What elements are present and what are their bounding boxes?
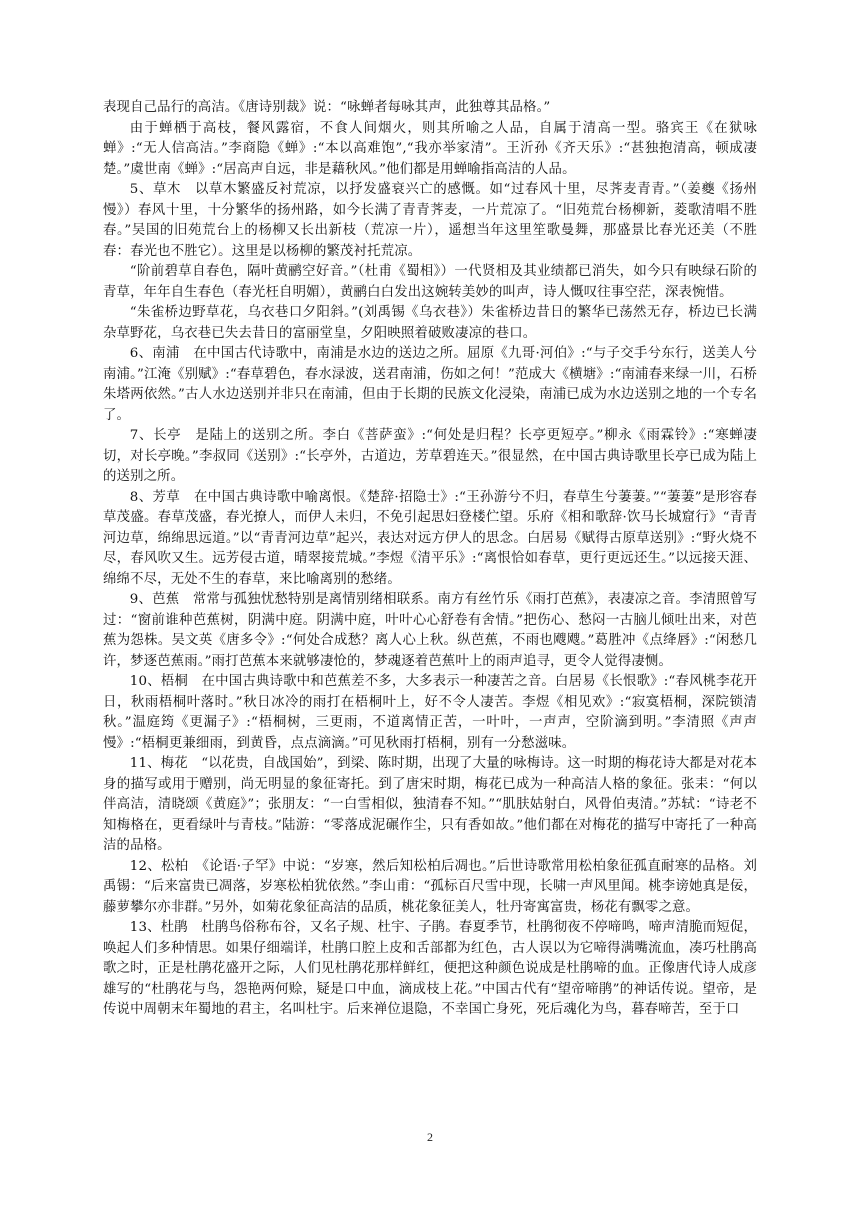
paragraph-12: 12、松柏 《论语·子罕》中说：“岁寒，然后知松柏后凋也。”后世诗歌常用松柏象征孤直耐寒的品格。刘禹锡：“后来富贵已凋落，岁寒松柏犹依然。”李山甫：“孤标百尺雪中现，长啸一声风里闻。桃李谤她真是佞，藤萝攀尔亦非群。”另外，如菊花象征高洁的品质，桃花象征美人，牡丹寄寓富贵，杨花有飘零之意。 (103, 858, 757, 915)
paragraph-3: 5、草木 以草木繁盛反衬荒凉，以抒发盛衰兴亡的感慨。如“过春风十里，尽荠麦青青。”（姜夔《扬州慢》）春风十里，十分繁华的扬州路，如今长满了青青荠麦，一片荒凉了。“旧苑荒台杨柳新，菱歌清唱不胜春。”吴国的旧苑荒台上的杨柳又长出新枝（荒凉一片），遥想当年这里笙歌曼舞，那盛景比春光还美（不胜春：春光也不胜它）。这里是以杨柳的繁茂衬托荒凉。 (103, 182, 757, 259)
paragraph-5: “朱雀桥边野草花，乌衣巷口夕阳斜。”(刘禹锡《乌衣巷》）朱雀桥边昔日的繁华已荡然无存，桥边已长满杂草野花，乌衣巷已失去昔日的富丽堂皇，夕阳映照着破败凄凉的巷口。 (103, 305, 757, 341)
paragraph-8: 8、芳草 在中国古典诗歌中喻离恨。《楚辞·招隐士》:“王孙游兮不归，春草生兮萋萋。”“萋萋”是形容春草茂盛。春草茂盛，春光撩人，而伊人未归，不免引起思妇登楼伫望。乐府《相和歌辞·饮马长城窟行》“青青河边草，绵绵思远道。”以“青青河边草”起兴，表达对远方伊人的思念。白居易《赋得古原草送别》:“野火烧不尽，春风吹又生。远芳侵古道，晴翠接荒城。”李煜《清平乐》:“离恨恰如春草，更行更远还生。”以远接天涯、绵绵不尽，无处不生的春草，来比喻离别的愁绪。 (103, 489, 757, 587)
paragraph-11: 11、梅花 “以花贵，自战国始”，到梁、陈时期，出现了大量的咏梅诗。这一时期的梅花诗大都是对花本身的描写或用于赠别，尚无明显的象征寄托。到了唐宋时期，梅花已成为一种高洁人格的象征。张耒：“何以伴高洁，清晓颂《黄庭》”；张朋友：“一白雪相似，独清春不知。”“肌肤姑射白，风骨伯夷清。”苏轼：“诗老不知梅格在，更看绿叶与青枝。”陆游：“零落成泥碾作尘，只有香如故。”他们都在对梅花的描写中寄托了一种高洁的品格。 (103, 756, 757, 853)
document-page (103, 98, 757, 1021)
paragraph-10: 10、梧桐 在中国古典诗歌中和芭蕉差不多，大多表示一种凄苦之音。白居易《长恨歌》:“春风桃李花开日，秋雨梧桐叶落时。”秋日冰冷的雨打在梧桐叶上，好不令人凄苦。李煜《相见欢》:“寂寞梧桐，深院锁清秋。”温庭筠《更漏子》:“梧桐树，三更雨，不道离情正苦，一叶叶，一声声，空阶滴到明。”李清照《声声慢》:“梧桐更兼细雨，到黄昏，点点滴滴。”可见秋雨打梧桐，别有一分愁滋味。 (103, 674, 757, 751)
page-number: 2 (427, 1130, 433, 1144)
paragraph-4: “阶前碧草自春色，隔叶黄鹂空好音。”（杜甫《蜀相》）一代贤相及其业绩都已消失，如今只有映绿石阶的青草，年年自生春色（春光枉自明媚），黄鹂白白发出这婉转美妙的叫声，诗人慨叹往事空茫，深表惋惜。 (103, 264, 757, 300)
paragraph-2: 由于蝉栖于高枝，餐风露宿，不食人间烟火，则其所喻之人品，自属于清高一型。骆宾王《在狱咏蝉》:“无人信高洁。”李商隐《蝉》:“本以高难饱”,“我亦举家清”。王沂孙《齐天乐》:“甚独抱清高，顿成凄楚。”虞世南《蝉》:“居高声自远，非是藉秋风。”他们都是用蝉喻指高洁的人品。 (103, 120, 757, 177)
paragraph-9: 9、芭蕉 常常与孤独忧愁特别是离情别绪相联系。南方有丝竹乐《雨打芭蕉》，表凄凉之音。李清照曾写过：“窗前谁种芭蕉树，阴满中庭。阴满中庭，叶叶心心舒卷有舍情。”把伤心、愁闷一古脑儿倾吐出来，对芭蕉为怨株。吴文英《唐多令》:“何处合成愁？离人心上秋。纵芭蕉，不雨也飕飕。”葛胜冲《点绛唇》:“闲愁几许，梦逐芭蕉雨。”雨打芭蕉本来就够凄怆的，梦魂逐着芭蕉叶上的雨声追寻，更令人觉得凄恻。 (103, 592, 757, 669)
paragraph-6: 6、南浦 在中国古代诗歌中，南浦是水边的送边之所。屈原《九哥·河伯》:“与子交手兮东行，送美人兮南浦。”江淹《别赋》:“春草碧色，春水渌波，送君南浦，伤如之何！”范成大《横塘》:“南浦春来绿一川，石桥朱塔两依然。”古人水边送别并非只在南浦，但由于长期的民族文化浸染，南浦已成为水边送别之地的一个专名了。 (103, 346, 757, 423)
paragraph-7: 7、长亭 是陆上的送别之所。李白《菩萨蛮》:“何处是归程？长亭更短亭。”柳永《雨霖铃》:“寒蝉凄切，对长亭晚。”李叔同《送别》:“长亭外，古道边，芳草碧连天。”很显然，在中国古典诗歌里长亭已成为陆上的送别之所。 (103, 428, 757, 484)
paragraph-1: 表现自己品行的高洁。《唐诗别裁》说：“咏蝉者每咏其声，此独尊其品格。” (103, 100, 551, 115)
paragraph-13: 13、杜鹃 杜鹃鸟俗称布谷，又名子规、杜宇、子鹃。春夏季节，杜鹃彻夜不停啼鸣，啼声清脆而短促，唤起人们多种情思。如果仔细端详，杜鹃口腔上皮和舌部都为红色，古人误以为它啼得满嘴流血，凑巧杜鹃高歌之时，正是杜鹃花盛开之际，人们见杜鹃花那样鲜红，便把这种颜色说成是杜鹃啼的血。正像唐代诗人成彦雄写的“杜鹃花与鸟，怨艳两何赊，疑是口中血，滴成枝上花。”中国古代有“望帝啼鹃”的神话传说。望帝，是传说中周朝末年蜀地的君主，名叫杜宇。后来禅位退隐，不幸国亡身死，死后魂化为鸟，暮春啼苦，至于口 (103, 920, 757, 1017)
